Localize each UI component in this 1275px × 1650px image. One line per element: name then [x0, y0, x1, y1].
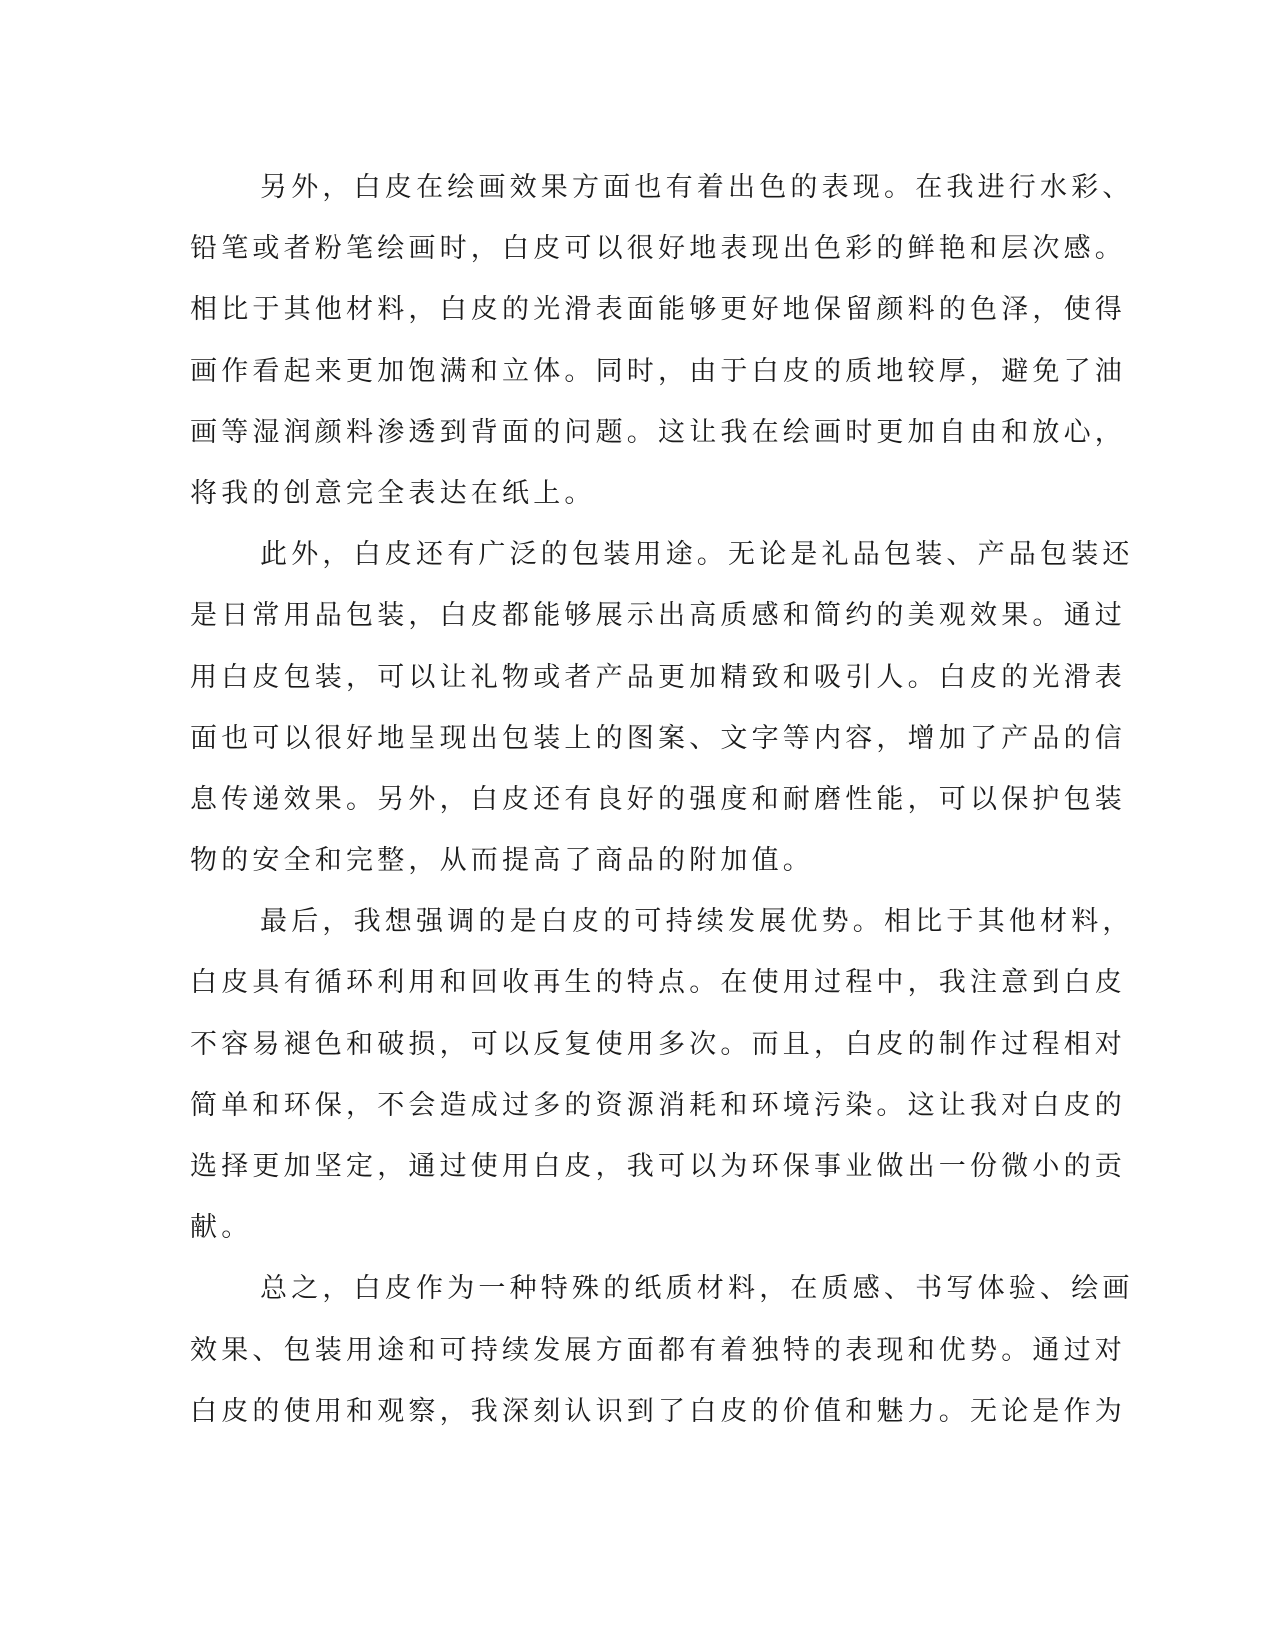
text-line: 不容易褪色和破损，可以反复使用多次。而且，白皮的制作过程相对 [190, 1028, 1126, 1060]
text-line: 简单和环保，不会造成过多的资源消耗和环境污染。这让我对白皮的 [190, 1089, 1126, 1121]
text-line: 献。 [190, 1212, 253, 1244]
text-line: 最后，我想强调的是白皮的可持续发展优势。相比于其他材料， [260, 906, 1134, 938]
text-line: 此外，白皮还有广泛的包装用途。无论是礼品包装、产品包装还 [260, 539, 1134, 571]
text-line: 用白皮包装，可以让礼物或者产品更加精致和吸引人。白皮的光滑表 [190, 661, 1126, 693]
text-line: 白皮的使用和观察，我深刻认识到了白皮的价值和魅力。无论是作为 [190, 1395, 1126, 1427]
text-line: 是日常用品包装，白皮都能够展示出高质感和简约的美观效果。通过 [190, 600, 1126, 632]
text-line: 总之，白皮作为一种特殊的纸质材料，在质感、书写体验、绘画 [260, 1273, 1134, 1305]
text-line: 相比于其他材料，白皮的光滑表面能够更好地保留颜料的色泽，使得 [190, 294, 1126, 326]
text-line: 另外，白皮在绘画效果方面也有着出色的表现。在我进行水彩、 [260, 172, 1134, 203]
text-line: 选择更加坚定，通过使用白皮，我可以为环保事业做出一份微小的贡 [190, 1151, 1126, 1182]
text-line: 白皮具有循环利用和回收再生的特点。在使用过程中，我注意到白皮 [190, 967, 1126, 999]
text-line: 画等湿润颜料渗透到背面的问题。这让我在绘画时更加自由和放心， [190, 416, 1126, 448]
text-line: 息传递效果。另外，白皮还有良好的强度和耐磨性能，可以保护包装 [190, 783, 1126, 815]
paragraph-painting [190, 157, 1134, 524]
paragraph-conclusion [190, 1258, 1134, 1442]
text-line: 铅笔或者粉笔绘画时，白皮可以很好地表现出色彩的鲜艳和层次感。 [190, 233, 1126, 265]
paragraph-packaging [190, 524, 1134, 891]
text-line: 将我的创意完全表达在纸上。 [190, 477, 596, 509]
text-line: 效果、包装用途和可持续发展方面都有着独特的表现和优势。通过对 [190, 1334, 1126, 1366]
paragraph-sustainability [190, 891, 1134, 1258]
text-line: 面也可以很好地呈现出包装上的图案、文字等内容，增加了产品的信 [190, 722, 1126, 754]
text-line: 物的安全和完整，从而提高了商品的附加值。 [190, 845, 814, 877]
text-line: 画作看起来更加饱满和立体。同时，由于白皮的质地较厚，避免了油 [190, 355, 1126, 387]
document-body [190, 157, 1134, 1442]
